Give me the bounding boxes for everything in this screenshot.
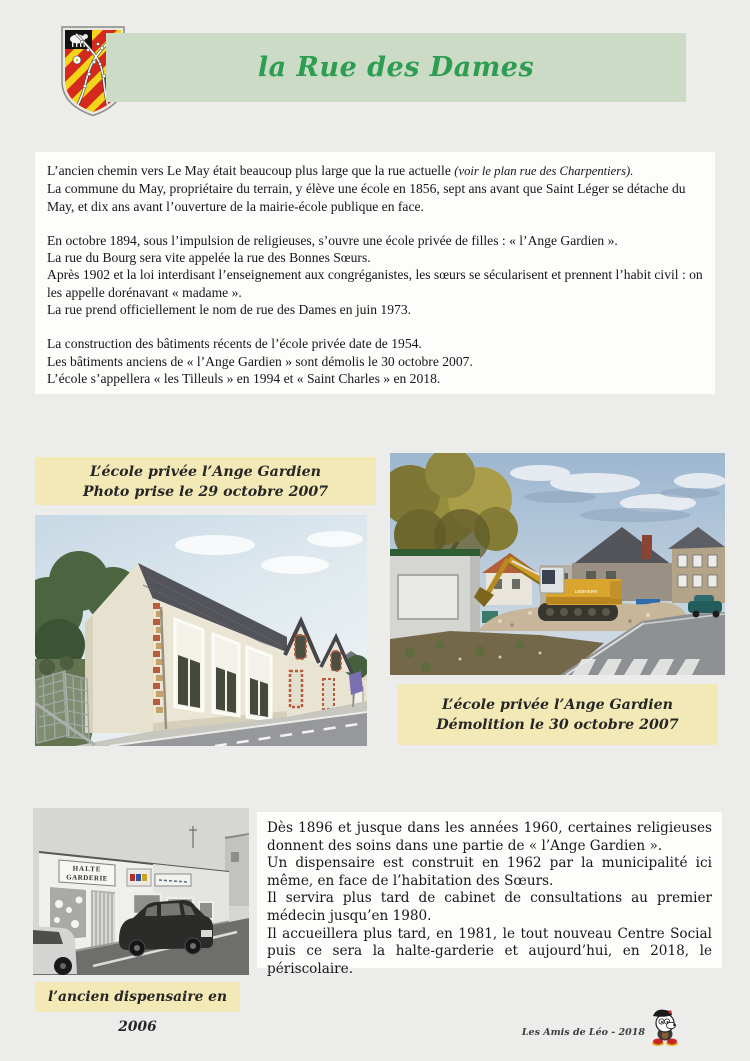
dispensaire-text-box: Dès 1896 et jusque dans les années 1960, certaines religieuses donnent des soins dans une partie de « l’Ange Gardien ». Un dispensaire est construit en 1962 par la municipalité ici même, en face de l’habitation des Sœurs. Il servira plus tard de cabinet de consultations au premier médecin jusqu’en 1980. Il accueillera plus tard, en 1981, le tout nouveau Centre Social puis ce sera la halte-garderie et aujourd’hui, en 2018, le périscolaire. [257,812,722,968]
paragraph-ange-gardien: En octobre 1894, sous l’impulsion de religieuses, s’ouvre une école privée de filles : « l’Ange Gardien ». La rue du Bourg sera vite appelée la rue des Bonnes Sœurs. Après 1902 et la loi interdisant l’enseignement aux congréganistes, les sœurs se sécularisent et prennent l’habit civil : on les appelle dorénavant « madame ». La rue prend officiellement le nom de rue des Dames en juin 1973. [47,232,703,318]
leo-mascot-icon [648,1006,682,1046]
page-title: la Rue des Dames [257,52,535,83]
excavator-brand-text: LIEBHERR [574,589,598,594]
svg-text:HALTE: HALTE [72,864,102,874]
svg-text:GARDERIE: GARDERIE [66,873,109,883]
plan-note: (voir le plan rue des Charpentiers). [454,164,634,178]
paragraph-batiments: La construction des bâtiments récents de l’école privée date de 1954. Les bâtiments anciens de « l’Ange Gardien » sont démolis le 30 octobre 2007. L’école s’appellera « les Tilleuls » en 1994 et « Saint Charles » en 2018. [47,336,473,386]
photo-ange-gardien-2007 [35,515,367,746]
photo1-caption: L’école privée l’Ange Gardien Photo prise le 29 octobre 2007 [35,457,376,505]
photo-demolition-2007 [390,453,725,675]
history-text-box [35,152,715,394]
photo-dispensaire-2006 [33,808,249,975]
photo2-caption: L’école privée l’Ange Gardien Démolition le 30 octobre 2007 [397,684,718,745]
title-band [106,33,686,102]
paragraph-origins: L’ancien chemin vers Le May était beaucoup plus large que la rue actuelle (voir le plan rue des Charpentiers). La commune du May, propriétaire du terrain, y élève une école en 1856, sept ans avant que Saint Léger se détache du May, et dix ans avant l’ouverture de la mairie-école publique en face. [47,163,686,214]
photo3-caption: l’ancien dispensaire en 2006 [35,982,240,1012]
footer-credit: Les Amis de Léo - 2018 [521,1027,645,1038]
